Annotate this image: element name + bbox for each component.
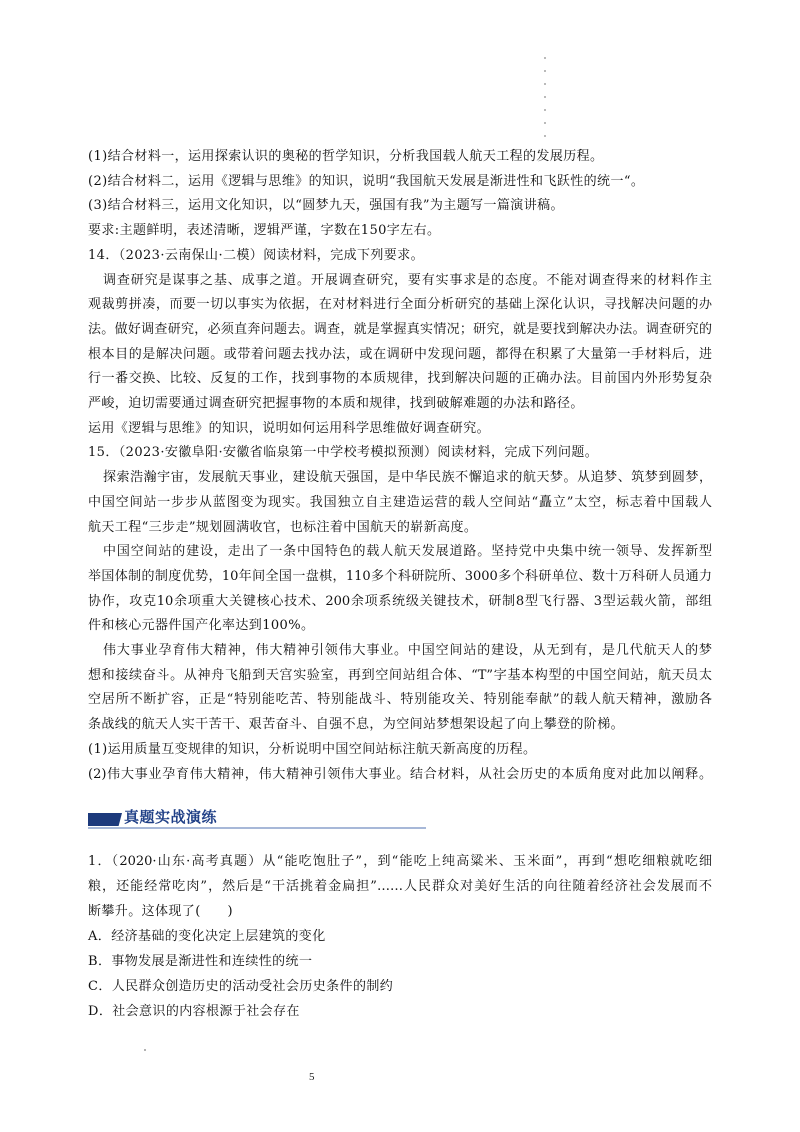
mc1-option-b: B．事物发展是渐进性和连续性的统一 bbox=[88, 954, 313, 969]
q15-material-2-line: 中国空间站的建设，走出了一条中国特色的载人航天发展道路。坚持党中央集中统一领导、发挥新型 bbox=[103, 544, 712, 560]
q15-material-2-line: 件和核心元器件国产化率达到100%。 bbox=[88, 618, 315, 634]
section-banner bbox=[88, 806, 428, 830]
q13-requirement: 要求:主题鲜明，表述清晰，逻辑严谨，字数在150字左右。 bbox=[88, 223, 441, 239]
q15-material-1-line: 中国空间站一步步从蓝图变为现实。我国独立自主建造运营的载人空间站“矗立”太空，标志着中国载人 bbox=[88, 494, 712, 510]
q15-material-3-line: 伟大事业孕育伟大精神，伟大精神引领伟大事业。中国空间站的建设，从无到有，是几代航天人的梦 bbox=[103, 643, 712, 659]
mc1-option-a: A．经济基础的变化决定上层建筑的变化 bbox=[88, 929, 326, 944]
stray-dot-decoration bbox=[144, 1049, 146, 1051]
margin-dots-decoration bbox=[541, 52, 549, 144]
q15-material-2-line: 举国体制的制度优势，10年间全国一盘棋，110多个科研院所、3000多个科研单位、数十万科研人员通力 bbox=[88, 568, 712, 584]
q15-material-3-line: 条战线的航天人实干苦干、艰苦奋斗、自强不息，为空间站梦想架设起了向上攀登的阶梯。 bbox=[88, 717, 625, 733]
q13-subquestion-2: (2)结合材料二，运用《逻辑与思维》的知识，说明“我国航天发展是渐进性和飞跃性的统一“。 bbox=[88, 173, 645, 189]
questions-block bbox=[88, 145, 712, 787]
q14-question: 运用《逻辑与思维》的知识，说明如何运用科学思维做好调查研究。 bbox=[88, 420, 491, 436]
q15-subquestion-1: (1)运用质量互变规律的知识，分析说明中国空间站标注航天新高度的历程。 bbox=[88, 741, 537, 757]
q13-subquestion-1: (1)结合材料一，运用探索认识的奥秘的哲学知识，分析我国载人航天工程的发展历程。 bbox=[88, 149, 604, 164]
page-number: 5 bbox=[309, 1071, 315, 1083]
q15-material-2-line: 协作，攻克10余项重大关键核心技术、200余项系统级关键技术，研制8型飞行器、3型运载火箭，部组 bbox=[88, 593, 712, 609]
q14-material-line: 严峻，迫切需要通过调查研究把握事物的本质和规律，找到破解难题的办法和路径。 bbox=[88, 396, 584, 412]
q13-subquestion-3: (3)结合材料三，运用文化知识，以“圆梦九天，强国有我”为主题写一篇演讲稿。 bbox=[88, 198, 564, 214]
q14-heading: 14．（2023·云南保山·二模）阅读材料，完成下列要求。 bbox=[88, 247, 424, 263]
q15-material-1-line: 探索浩瀚宇宙，发展航天事业，建设航天强国，是中华民族不懈追求的航天梦。从追梦、筑梦到圆梦， bbox=[103, 470, 712, 486]
q15-material-3-line: 想和接续奋斗。从神舟飞船到天宫实验室，再到空间站组合体、“T”字基本构型的中国空间站，航天员太 bbox=[88, 667, 712, 683]
q14-material-line: 行一番交换、比较、反复的工作，找到事物的本质规律，找到解决问题的正确办法。目前国内外形势复杂 bbox=[88, 371, 712, 387]
mc1-option-d: D．社会意识的内容根源于社会存在 bbox=[88, 1004, 300, 1019]
q14-material-line: 观裁剪拼凑，而要一切以事实为依据，在对材料进行全面分析研究的基础上深化认识，寻找解决问题的办 bbox=[88, 297, 712, 313]
section-underline bbox=[88, 827, 426, 829]
mc1-stem-line: 1．（2020·山东·高考真题）从“能吃饱肚子”，到“能吃上纯高粱米、玉米面”，再到“想吃细粮就吃细 bbox=[88, 854, 712, 869]
multiple-choice-block bbox=[88, 849, 712, 1024]
q14-material-line: 调查研究是谋事之基、成事之道。开展调查研究，要有实事求是的态度。不能对调查得来的材料作主 bbox=[103, 272, 712, 288]
section-banner-bar bbox=[88, 813, 122, 826]
q14-material-line: 法。做好调查研究，必须直奔问题去。调查，就是掌握真实情况；研究，就是要找到解决办法。调查研究的 bbox=[88, 321, 712, 337]
q15-material-1-line: 航天工程“三步走”规划圆满收官，也标注着中国航天的崭新高度。 bbox=[88, 519, 478, 535]
q15-subquestion-2: (2)伟大事业孕育伟大精神，伟大精神引领伟大事业。结合材料，从社会历史的本质角度对此加以阐释。 bbox=[88, 766, 712, 782]
q15-material-3-line: 空居所不断扩容，正是“特别能吃苦、特别能战斗、特别能攻关、特别能奉献”的载人航天精神，激励各 bbox=[88, 692, 712, 708]
mc1-stem-line: 断攀升。这体现了( ) bbox=[88, 904, 233, 919]
q15-heading: 15．（2023·安徽阜阳·安徽省临泉第一中学校考模拟预测）阅读材料，完成下列问题。 bbox=[88, 445, 599, 461]
q14-material-line: 根本目的是解决问题。或带着问题去找办法，或在调研中发现问题，都得在积累了大量第一手材料后，进 bbox=[88, 346, 712, 362]
mc1-stem-line: 粮，还能经常吃肉”，然后是“干活挑着金扁担”……人民群众对美好生活的向往随着经济社会发展而不 bbox=[88, 879, 712, 894]
mc1-option-c: C．人民群众创造历史的活动受社会历史条件的制约 bbox=[88, 979, 394, 994]
section-title: 真题实战演练 bbox=[124, 808, 218, 826]
